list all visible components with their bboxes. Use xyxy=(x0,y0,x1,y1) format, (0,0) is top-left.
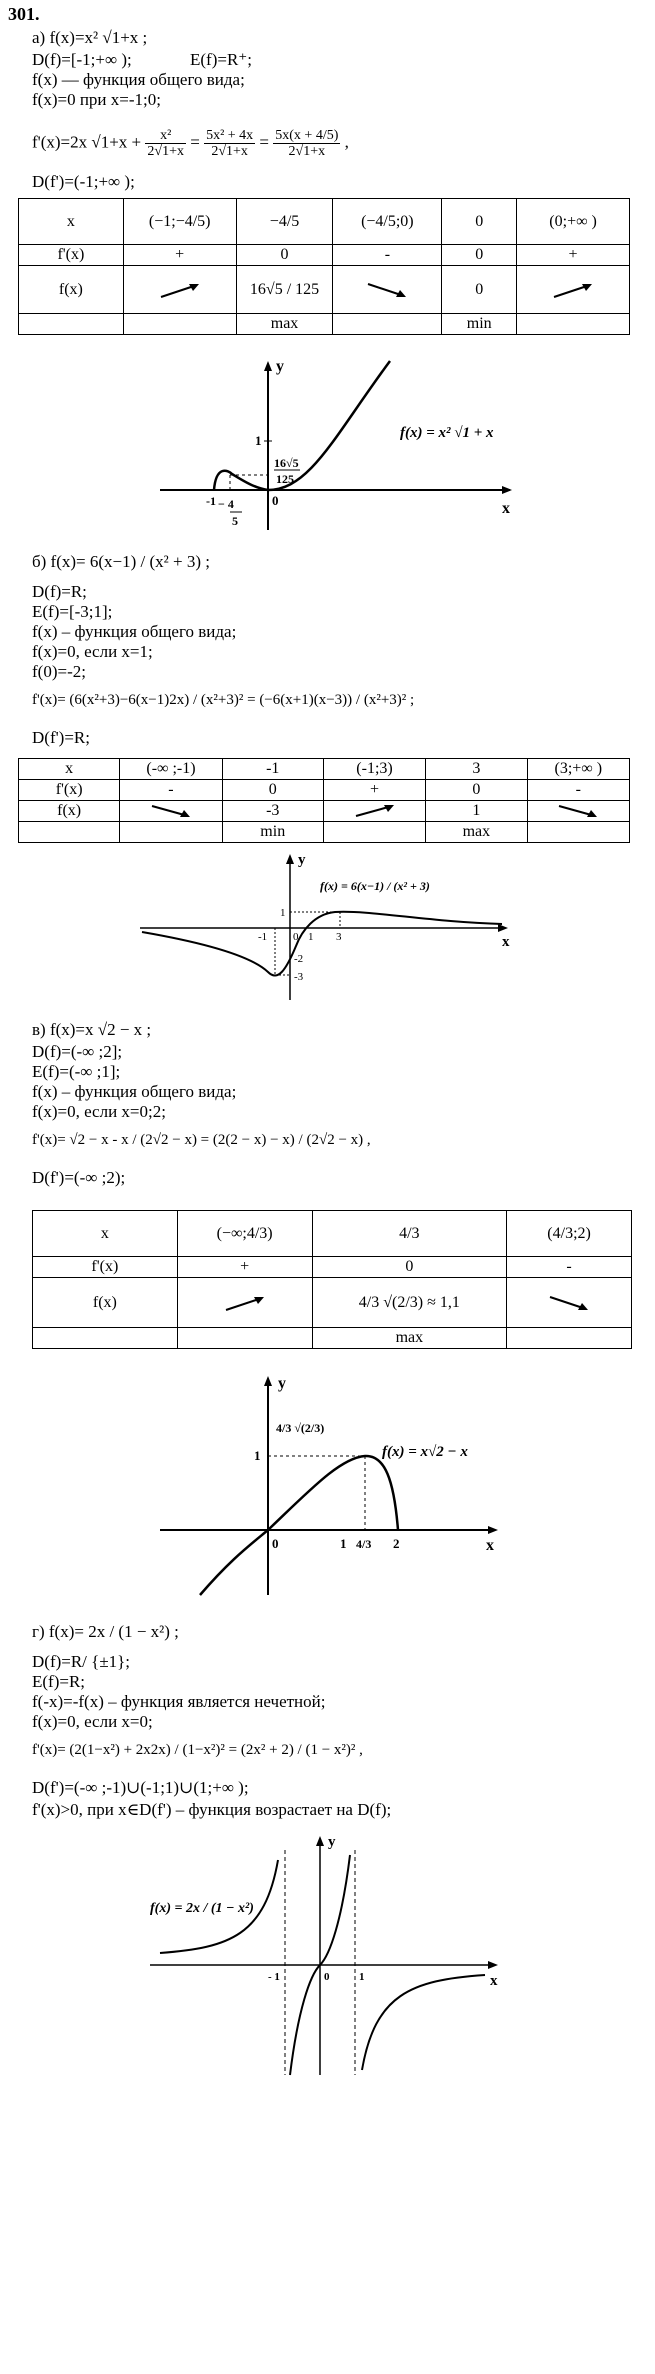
v-fp-1: + xyxy=(177,1257,312,1278)
a-th-1: (−1;−4/5) xyxy=(123,199,236,245)
b-f-0: f(x) xyxy=(19,801,120,822)
b-th-2: -1 xyxy=(222,759,323,780)
a-x-arrow xyxy=(502,486,512,494)
v-val-label: 4/3 √(2/3) xyxy=(276,1421,325,1435)
v-f-3 xyxy=(507,1278,632,1328)
a-th-5: (0;+∞ ) xyxy=(517,199,630,245)
a-deriv-frac2-den: 2√1+x xyxy=(211,144,248,159)
a-ext-4: min xyxy=(442,314,517,335)
a-val-den: 125 xyxy=(276,472,294,486)
a-m45-den: 5 xyxy=(232,514,238,528)
b-x-label: x xyxy=(502,934,510,950)
b-deriv-domain: D(f')=R; xyxy=(32,728,90,747)
a-y-label: y xyxy=(276,358,284,375)
v-th-2: 4/3 xyxy=(312,1211,507,1257)
b-zeros: f(x)=0, если x=1; xyxy=(32,642,153,661)
b-f-5 xyxy=(527,801,629,822)
a-zeros: f(x)=0 при x=-1;0; xyxy=(32,90,161,109)
v-y-arrow xyxy=(264,1376,272,1386)
v-ext-1 xyxy=(177,1328,312,1349)
v-p43-label: 4/3 xyxy=(356,1537,372,1551)
b-x-arrow xyxy=(498,924,508,932)
a-deriv-frac2 xyxy=(204,128,255,159)
a-ext-3 xyxy=(333,314,442,335)
arrow-up-icon xyxy=(155,279,205,301)
g-kind: f(-x)=-f(x) – функция является нечетной; xyxy=(32,1692,326,1711)
arrow-down-icon xyxy=(362,279,412,301)
a-f-0: f(x) xyxy=(19,266,124,314)
b-fp-3: + xyxy=(323,780,425,801)
v-ext-0 xyxy=(33,1328,178,1349)
arrow-down-icon xyxy=(146,802,196,820)
b-th-4: 3 xyxy=(426,759,527,780)
v-ext-3 xyxy=(507,1328,632,1349)
g-zero-label: 0 xyxy=(324,1971,330,1983)
a-deriv-frac3-num: 5x(x + 4/5) xyxy=(275,128,339,143)
a-formula: f(x) = x² √1 + x xyxy=(400,425,494,441)
g-y-arrow xyxy=(316,1836,324,1846)
b-y-arrow xyxy=(286,854,294,864)
b-sign-table xyxy=(18,758,630,843)
v-x-arrow xyxy=(488,1526,498,1534)
v-range: E(f)=(-∞ ;1]; xyxy=(32,1062,121,1081)
g-conclusion: f'(x)>0, при x∈D(f') – функция возрастает на D(f); xyxy=(32,1800,392,1819)
b-one-label: 1 xyxy=(280,907,286,919)
v-p1-label: 1 xyxy=(340,1536,347,1551)
v-deriv: f'(x)= √2 − x - x / (2√2 − x) = (2(2 − x) − x) / (2√2 − x) , xyxy=(32,1132,371,1148)
b-formula: f(x) = 6(x−1) / (x² + 3) xyxy=(320,879,430,893)
b-ext-3 xyxy=(323,822,425,843)
a-fp-3: - xyxy=(333,245,442,266)
a-fp-5: + xyxy=(517,245,630,266)
b-p3-label: 3 xyxy=(336,931,342,943)
a-th-4: 0 xyxy=(442,199,517,245)
a-th-2: −4/5 xyxy=(236,199,333,245)
a-deriv-frac1-den: 2√1+x xyxy=(147,144,184,159)
v-kind: f(x) – функция общего вида; xyxy=(32,1082,237,1101)
v-f-2: 4/3 √(2/3) ≈ 1,1 xyxy=(312,1278,507,1328)
b-fp-5: - xyxy=(527,780,629,801)
g-deriv-domain: D(f')=(-∞ ;-1)∪(-1;1)∪(1;+∞ ); xyxy=(32,1778,249,1797)
g-domain: D(f)=R/ {±1}; xyxy=(32,1652,131,1671)
v-fp-0: f'(x) xyxy=(33,1257,178,1278)
a-ext-5 xyxy=(517,314,630,335)
arrow-up-icon xyxy=(220,1292,270,1314)
a-one-label: 1 xyxy=(255,433,262,448)
arrow-up-icon xyxy=(350,802,400,820)
b-m3-label: -3 xyxy=(294,971,304,983)
b-ext-1 xyxy=(120,822,222,843)
b-m2-label: -2 xyxy=(294,953,304,965)
a-f-4: 0 xyxy=(442,266,517,314)
a-th-0: x xyxy=(19,199,124,245)
b-deriv: f'(x)= (6(x²+3)−6(x−1)2x) / (x²+3)² = (−6(x+1)(x−3)) / (x²+3)² ; xyxy=(32,692,415,708)
b-fp-0: f'(x) xyxy=(19,780,120,801)
a-fp-4: 0 xyxy=(442,245,517,266)
a-th-3: (−4/5;0) xyxy=(333,199,442,245)
g-curve-right xyxy=(362,1975,485,2070)
a-eq1: = xyxy=(190,132,200,152)
b-f-1 xyxy=(120,801,222,822)
a-fp-2: 0 xyxy=(236,245,333,266)
b-kind: f(x) – функция общего вида; xyxy=(32,622,237,641)
a-m1-label: -1 xyxy=(206,494,216,508)
v-deriv-domain: D(f')=(-∞ ;2); xyxy=(32,1168,126,1187)
b-th-3: (-1;3) xyxy=(323,759,425,780)
g-func: г) f(x)= 2x / (1 − x²) ; xyxy=(32,1622,179,1641)
v-curve xyxy=(200,1456,398,1595)
a-derivative xyxy=(32,128,349,159)
a-zero-label: 0 xyxy=(272,493,279,508)
v-p2-label: 2 xyxy=(393,1536,400,1551)
v-th-0: x xyxy=(33,1211,178,1257)
v-y-label: y xyxy=(278,1375,286,1392)
g-graph xyxy=(140,1830,520,2080)
a-ext-2: max xyxy=(236,314,333,335)
b-graph xyxy=(130,850,530,1010)
v-func: в) f(x)=x √2 − x ; xyxy=(32,1020,152,1039)
a-x-label: x xyxy=(502,500,510,517)
a-fp-0: f'(x) xyxy=(19,245,124,266)
problem-number: 301. xyxy=(8,4,40,24)
a-range: E(f)=R⁺; xyxy=(190,50,252,69)
arrow-down-icon xyxy=(544,1292,594,1314)
g-x-label: x xyxy=(490,1973,498,1989)
a-f-2: 16√5 / 125 xyxy=(236,266,333,314)
b-range: E(f)=[-3;1]; xyxy=(32,602,113,621)
b-p1-label: 1 xyxy=(308,931,314,943)
b-th-0: x xyxy=(19,759,120,780)
v-fp-2: 0 xyxy=(312,1257,507,1278)
b-ext-0 xyxy=(19,822,120,843)
a-y-arrow xyxy=(264,361,272,371)
a-graph xyxy=(150,355,530,535)
v-zeros: f(x)=0, если x=0;2; xyxy=(32,1102,166,1121)
v-formula: f(x) = x√2 − x xyxy=(382,1444,468,1460)
a-domain: D(f)=[-1;+∞ ); xyxy=(32,50,132,69)
v-x-label: x xyxy=(486,1537,494,1554)
b-ext-2: min xyxy=(222,822,323,843)
a-kind: f(x) — функция общего вида; xyxy=(32,70,245,89)
b-f-2: -3 xyxy=(222,801,323,822)
v-th-1: (−∞;4/3) xyxy=(177,1211,312,1257)
a-val-label: 16√5 xyxy=(274,456,299,470)
a-f-5 xyxy=(517,266,630,314)
a-curve xyxy=(214,361,390,490)
a-m45-label: − 4 xyxy=(218,497,234,511)
arrow-down-icon xyxy=(553,802,603,820)
a-eq2: = xyxy=(259,132,270,152)
a-deriv-domain: D(f')=(-1;+∞ ); xyxy=(32,172,135,191)
a-deriv-frac2-num: 5x² + 4x xyxy=(206,128,254,143)
g-m1-label: - 1 xyxy=(268,1971,280,1983)
v-f-0: f(x) xyxy=(33,1278,178,1328)
v-zero-label: 0 xyxy=(272,1536,279,1551)
g-p1-label: 1 xyxy=(359,1971,365,1983)
v-one-label: 1 xyxy=(254,1448,261,1463)
a-func: а) f(x)=x² √1+x ; xyxy=(32,28,148,47)
v-fp-3: - xyxy=(507,1257,632,1278)
a-sign-table xyxy=(18,198,630,335)
b-m1-label: -1 xyxy=(258,931,268,943)
a-ext-0 xyxy=(19,314,124,335)
g-zeros: f(x)=0, если x=0; xyxy=(32,1712,153,1731)
b-f-4: 1 xyxy=(426,801,527,822)
b-th-1: (-∞ ;-1) xyxy=(120,759,222,780)
v-ext-2: max xyxy=(312,1328,507,1349)
b-ext-4: max xyxy=(426,822,527,843)
b-curve xyxy=(142,912,502,976)
a-comma: , xyxy=(344,132,349,152)
a-deriv-frac1 xyxy=(145,128,186,159)
v-f-1 xyxy=(177,1278,312,1328)
a-deriv-frac3-den: 2√1+x xyxy=(288,144,326,159)
b-f0: f(0)=-2; xyxy=(32,662,86,681)
a-f-1 xyxy=(123,266,236,314)
a-deriv-frac3 xyxy=(273,128,340,159)
a-f-3 xyxy=(333,266,442,314)
b-func: б) f(x)= 6(x−1) / (x² + 3) ; xyxy=(32,552,210,571)
b-fp-1: - xyxy=(120,780,222,801)
g-y-label: y xyxy=(328,1834,336,1850)
arrow-up-icon xyxy=(548,279,598,301)
g-x-arrow xyxy=(488,1961,498,1969)
b-domain: D(f)=R; xyxy=(32,582,87,601)
a-deriv-frac1-num: x² xyxy=(145,128,186,144)
b-f-3 xyxy=(323,801,425,822)
b-th-5: (3;+∞ ) xyxy=(527,759,629,780)
v-sign-table xyxy=(32,1210,632,1349)
b-zero-label: 0 xyxy=(293,931,299,943)
v-graph xyxy=(150,1370,510,1600)
b-fp-2: 0 xyxy=(222,780,323,801)
a-ext-1 xyxy=(123,314,236,335)
v-th-3: (4/3;2) xyxy=(507,1211,632,1257)
a-deriv-lhs: f'(x)=2x √1+x + xyxy=(32,132,142,152)
g-range: E(f)=R; xyxy=(32,1672,86,1691)
g-formula: f(x) = 2x / (1 − x²) xyxy=(150,1901,254,1916)
b-y-label: y xyxy=(298,852,306,868)
v-domain: D(f)=(-∞ ;2]; xyxy=(32,1042,123,1061)
g-deriv: f'(x)= (2(1−x²) + 2x2x) / (1−x²)² = (2x² + 2) / (1 − x²)² , xyxy=(32,1742,363,1758)
a-fp-1: + xyxy=(123,245,236,266)
b-fp-4: 0 xyxy=(426,780,527,801)
b-ext-5 xyxy=(527,822,629,843)
